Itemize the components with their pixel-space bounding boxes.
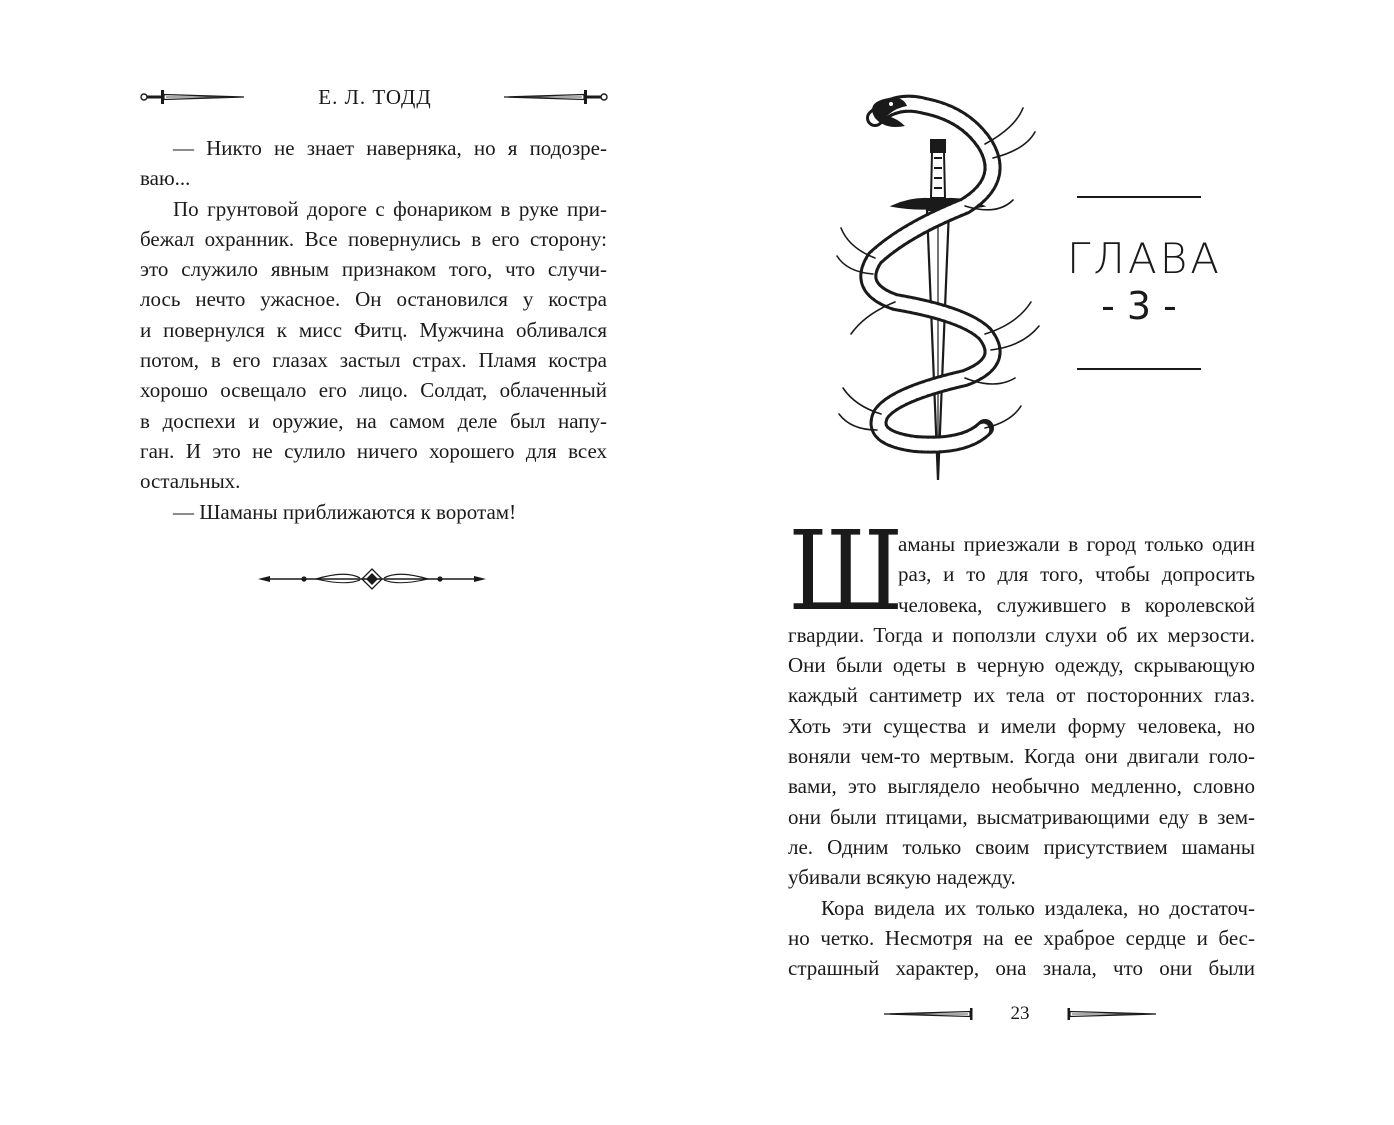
- right-page: [697, 0, 1394, 1125]
- text-line: гвардии. Тогда и поползли слухи об их мерзости.: [788, 622, 1255, 647]
- text-line: убивали всякую надежду.: [788, 865, 1016, 890]
- right-body-text: [788, 529, 1255, 983]
- text-line: Хоть эти существа и имели форму человека, но: [788, 713, 1255, 738]
- chapter-number: - 3 -: [1101, 284, 1177, 328]
- text-line: потом, в его глазах застыл страх. Пламя костра: [140, 348, 607, 373]
- text-line: воняли чем-то мертвым. Когда они двигали голо-: [788, 744, 1255, 769]
- text-line: страшный характер, она знала, что они были: [788, 956, 1255, 981]
- text-line: аманы приезжали в город только один: [898, 532, 1255, 556]
- chapter-heading: [1067, 196, 1222, 370]
- text-line: раз, и то для того, чтобы допросить: [898, 562, 1255, 587]
- text-line: ле. Одним только своим присутствием шаманы: [788, 834, 1255, 859]
- text-line: они были птицами, высматривающими еду в зем-: [788, 804, 1255, 829]
- running-header: [140, 84, 610, 110]
- text-line: это служило явным признаком того, что случи-: [140, 257, 607, 282]
- chapter-rule-bottom: [1077, 368, 1201, 370]
- text-line: — Шаманы приближаются к воротам!: [173, 499, 517, 524]
- text-line: лось нечто ужасное. Он остановился у костра: [140, 287, 607, 312]
- text-line: хорошо освещало его лицо. Солдат, облаченный: [140, 378, 607, 403]
- serpent-dagger-icon: [835, 88, 1045, 488]
- chapter-rule-top: [1077, 196, 1201, 198]
- text-line: ган. И это не сулило ничего хорошего для всех: [140, 438, 607, 463]
- text-line: — Никто не знает наверняка, но я подозре-: [173, 136, 607, 160]
- ornament-divider-icon: [256, 566, 488, 592]
- text-line: человека, служившего в королевской: [898, 592, 1255, 617]
- text-line: ваю...: [140, 166, 191, 191]
- text-line: в доспехи и оружие, на самом деле был напу-: [140, 408, 607, 433]
- text-line: По грунтовой дороге с фонариком в руке при-: [173, 196, 607, 221]
- text-line: но четко. Несмотря на ее храброе сердце и бес-: [788, 925, 1255, 950]
- text-line: Кора видела их только издалека, но достаточ-: [821, 895, 1255, 920]
- text-line: и повернулся к мисс Фитц. Мужчина обливался: [140, 317, 607, 342]
- text-line: остальных.: [140, 469, 241, 494]
- drop-cap: Ш: [788, 507, 904, 635]
- text-line: Они были одеты в черную одежду, скрывающую: [788, 653, 1255, 678]
- left-body-text: [140, 133, 607, 527]
- page-footer: [880, 1001, 1160, 1027]
- sword-icon: [1065, 1006, 1160, 1022]
- text-line: бежал охранник. Все повернулись в его сторону:: [140, 226, 607, 251]
- text-line: каждый сантиметр их тела от посторонних глаз.: [788, 683, 1255, 708]
- chapter-word: ГЛАВА: [1067, 234, 1222, 283]
- author-name: Е. Л. ТОДД: [318, 85, 432, 109]
- page-number: 23: [1010, 1003, 1030, 1024]
- text-line: вами, это выглядело необычно медленно, словно: [788, 774, 1255, 799]
- sword-icon: [500, 89, 608, 105]
